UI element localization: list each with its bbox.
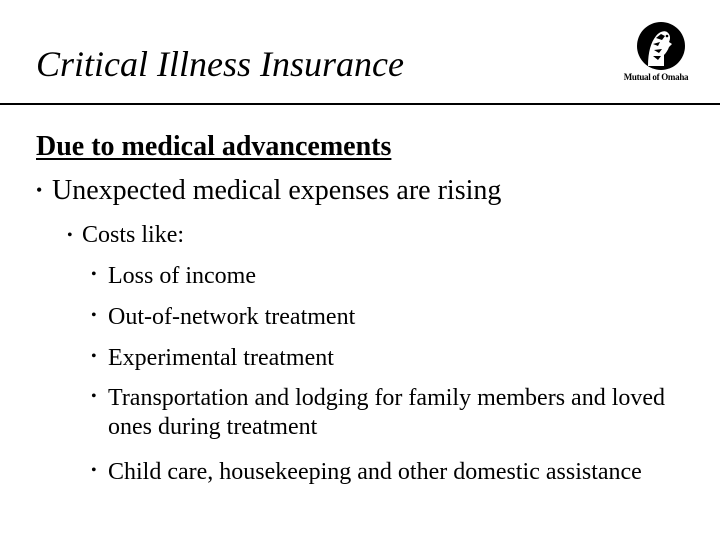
bullet-icon: • bbox=[91, 388, 97, 405]
bullet-icon: • bbox=[91, 266, 97, 283]
sub-sub-bullet-item bbox=[91, 458, 698, 487]
slide-title: Critical Illness Insurance bbox=[36, 44, 404, 84]
sub-sub-bullet-item bbox=[91, 344, 698, 373]
sub-sub-bullet-item bbox=[91, 303, 698, 332]
bullet-text: Loss of income bbox=[108, 263, 256, 289]
bullet-icon: • bbox=[91, 348, 97, 365]
logo-emblem-icon bbox=[620, 20, 692, 76]
mutual-of-omaha-logo bbox=[620, 20, 692, 86]
bullet-text: Transportation and lodging for family members and loved ones during treatment bbox=[108, 385, 666, 441]
bullet-text: Out-of-network treatment bbox=[108, 304, 356, 330]
section-heading: Due to medical advancements bbox=[36, 131, 392, 162]
bullet-text: Child care, housekeeping and other domestic assistance bbox=[108, 459, 642, 485]
bullet-text: Costs like: bbox=[82, 222, 185, 248]
bullet-icon: • bbox=[36, 180, 43, 200]
bullet-text: Unexpected medical expenses are rising bbox=[52, 175, 502, 206]
logo-wordmark: Mutual of Omaha bbox=[623, 72, 689, 82]
bullet-text: Experimental treatment bbox=[108, 345, 334, 371]
sub-bullet-item bbox=[67, 221, 682, 250]
bullet-icon: • bbox=[91, 307, 97, 324]
bullet-item bbox=[36, 174, 692, 208]
bullet-icon: • bbox=[67, 227, 73, 244]
sub-sub-bullet-item bbox=[91, 384, 698, 443]
sub-sub-bullet-item bbox=[91, 262, 698, 291]
title-divider bbox=[0, 103, 720, 105]
bullet-icon: • bbox=[91, 462, 97, 479]
